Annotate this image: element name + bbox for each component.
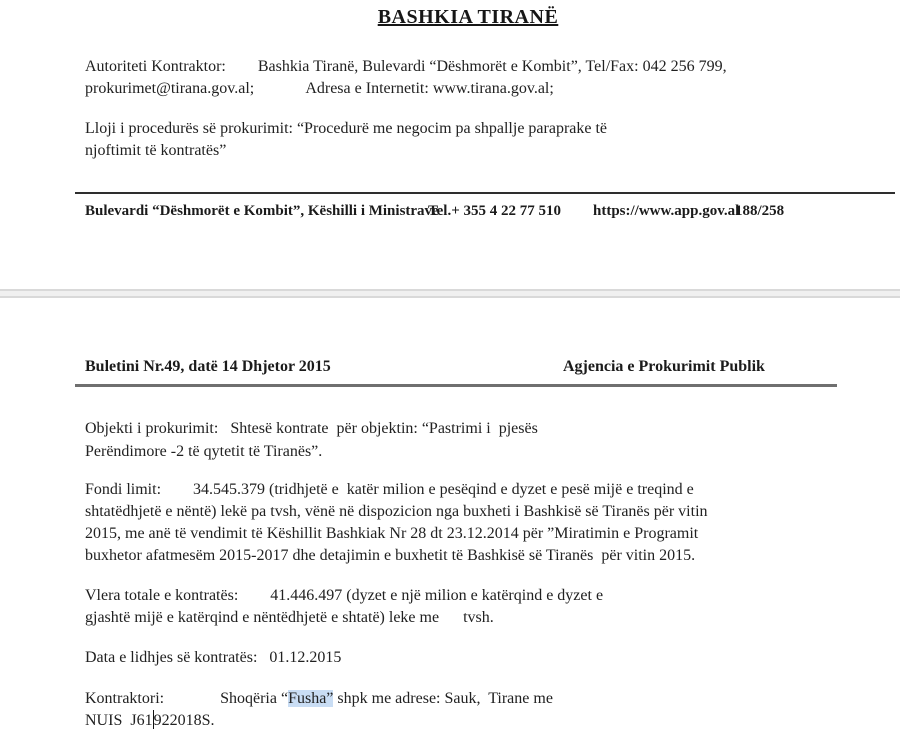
fondi-line-3: 2015, me anë të vendimit të Këshillit Bashkiak Nr 28 dt 23.12.2014 për ”Miratimin e Programit [85, 525, 699, 542]
page-title: BASHKIA TIRANË [377, 6, 559, 28]
footer-divider-rule [75, 192, 895, 194]
page-break-band [0, 289, 900, 298]
contractor-line-1: Autoriteti Kontraktor: Bashkia Tiranë, Bulevardi “Dëshmorët e Kombit”, Tel/Fax: 042 256 799, [85, 58, 727, 75]
fondi-line-1: Fondi limit: 34.545.379 (tridhjetë e katër milion e pesëqind e dyzet e pesë mijë e treqind e [85, 481, 694, 498]
footer-url: https://www.app.gov.al [593, 203, 740, 219]
kontraktori-suffix: shpk me adrese: Sauk, Tirane me [333, 690, 553, 707]
fondi-line-4: buxhetor afatmesëm 2015-2017 dhe detajimin e buxhetit të Bashkisë së Tiranës për vitin 2015. [85, 547, 696, 564]
kontraktori-highlighted-selection[interactable]: Fusha” [288, 690, 334, 707]
procedure-line-1: Lloji i procedurës së prokurimit: “Procedurë me negocim pa shpallje paraprake të [85, 120, 608, 137]
bulletin-header-agency: Agjencia e Prokurimit Publik [563, 358, 765, 375]
data-lidhjes-line: Data e lidhjes së kontratës: 01.12.2015 [85, 649, 342, 666]
document-page-2[interactable] [0, 298, 900, 744]
vlera-line-1: Vlera totale e kontratës: 41.446.497 (dyzet e një milion e katërqind e dyzet e [85, 587, 604, 604]
vlera-line-2: gjashtë mijë e katërqind e nëntëdhjetë e shtatë) leke me tvsh. [85, 609, 494, 626]
nuis-after-caret: 922018S. [153, 712, 215, 729]
document-page-1[interactable] [0, 0, 900, 289]
fondi-line-2: shtatëdhjetë e nëntë) lekë pa tvsh, vënë në dispozicion nga buxheti i Bashkisë së Tiranës për vitin [85, 503, 708, 520]
kontraktori-line-1 [85, 688, 553, 709]
kontraktori-prefix: Kontraktori: Shoqëria “ [85, 690, 289, 707]
contractor-line-2: prokurimet@tirana.gov.al; Adresa e Internetit: www.tirana.gov.al; [85, 80, 554, 97]
bulletin-header-rule [75, 384, 837, 387]
footer-address: Bulevardi “Dëshmorët e Kombit”, Këshilli i Ministrave [85, 203, 439, 219]
objekti-line-2: Perëndimore -2 të qytetit të Tiranës”. [85, 443, 323, 460]
nuis-before-caret: NUIS J61 [85, 712, 153, 729]
bulletin-header-title: Buletini Nr.49, datë 14 Dhjetor 2015 [85, 358, 331, 375]
kontraktori-line-2 [85, 710, 214, 731]
footer-page-ref: 188/258 [735, 203, 785, 219]
objekti-line-1: Objekti i prokurimit: Shtesë kontrate për objektin: “Pastrimi i pjesës [85, 420, 538, 437]
footer-phone: Tel.+ 355 4 22 77 510 [428, 203, 562, 219]
procedure-line-2: njoftimit të kontratës” [85, 142, 227, 159]
